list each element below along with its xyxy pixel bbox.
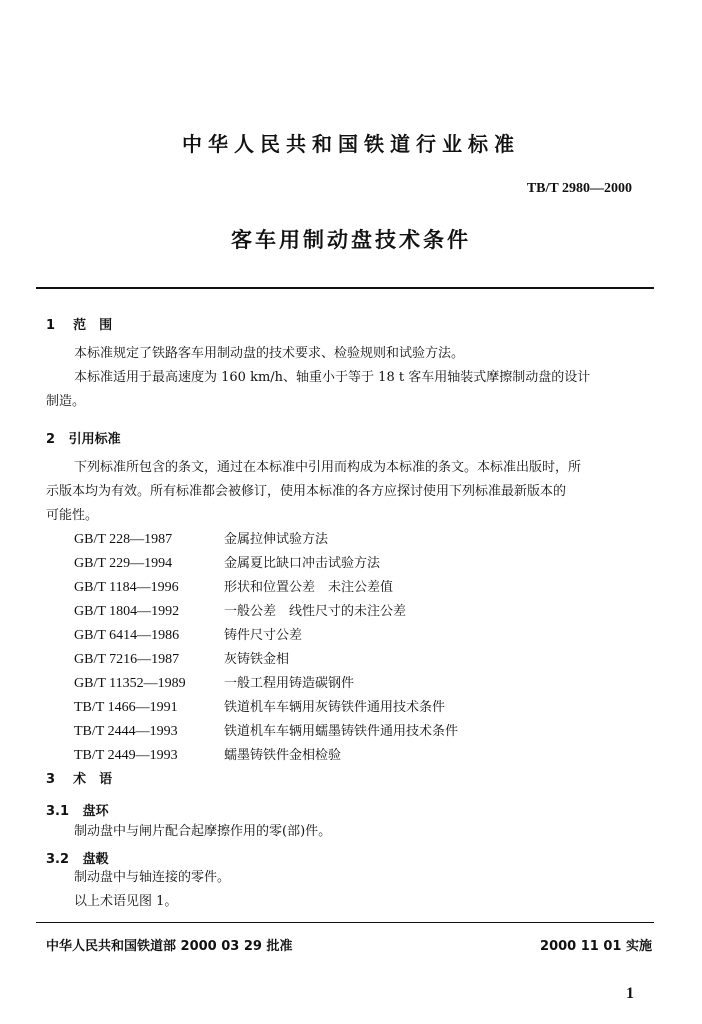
section-2-heading [46,428,121,447]
effective-date: 2000 11 01 实施 [540,939,652,954]
reference-code: GB/T 1804—1992 [74,604,180,619]
subsection-number: 3.2 [46,852,70,867]
section-number: 2 [46,432,56,447]
org-title: 中华人民共和国铁道行业标准 [182,132,520,156]
reference-title: 形状和位置公差 未注公差值 [224,580,394,595]
reference-title: 金属夏比缺口冲击试验方法 [224,556,381,571]
reference-item [74,696,458,720]
reference-code: TB/T 1466—1991 [74,700,178,715]
reference-code: GB/T 6414—1986 [74,628,180,643]
figure-note: 以上术语见图 1。 [74,894,178,909]
reference-title: 铁道机车车辆用灰铸铁件通用技术条件 [224,700,446,715]
reference-item [74,576,458,600]
subsection-3-2-heading [46,848,109,867]
document-title: 客车用制动盘技术条件 [231,228,471,252]
standard-code: TB/T 2980—2000 [526,181,632,196]
section-title: 范 围 [73,318,113,333]
paragraph: 示版本均为有效。所有标准都会被修订，使用本标准的各方应探讨使用下列标准最新版本的 [46,484,567,499]
footer-rule [36,922,654,923]
reference-title: 一般公差 线性尺寸的未注公差 [224,604,407,619]
subsection-3-1-heading [46,800,109,819]
page-number: 1 [626,985,634,1002]
reference-item [74,552,458,576]
reference-title: 金属拉伸试验方法 [224,532,329,547]
definition-text: 制动盘中与闸片配合起摩擦作用的零(部)件。 [74,824,332,839]
section-number: 1 [46,318,56,333]
paragraph: 可能性。 [46,508,99,523]
reference-code: TB/T 2444—1993 [74,724,178,739]
paragraph: 制造。 [46,394,86,409]
reference-item [74,648,458,672]
approval-line: 中华人民共和国铁道部 2000 03 29 批准 [46,939,293,954]
reference-title: 铁道机车车辆用蠕墨铸铁件通用技术条件 [224,724,459,739]
reference-code: GB/T 229—1994 [74,556,173,571]
section-title: 引用标准 [68,432,121,447]
paragraph: 本标准适用于最高速度为 160 km/h、轴重小于等于 18 t 客车用轴装式摩擦制动盘的设计 [74,370,591,385]
reference-title: 铸件尺寸公差 [224,628,303,643]
reference-code: GB/T 11352—1989 [74,676,186,691]
reference-code: GB/T 1184—1996 [74,580,179,595]
reference-code: GB/T 7216—1987 [74,652,180,667]
reference-title: 蠕墨铸铁件金相检验 [224,748,342,763]
reference-code: TB/T 2449—1993 [74,748,178,763]
paragraph: 本标准规定了铁路客车用制动盘的技术要求、检验规则和试验方法。 [74,346,465,361]
reference-item [74,744,458,768]
section-1-heading [46,314,112,333]
subsection-title: 盘环 [82,804,109,819]
reference-item [74,528,458,552]
reference-item [74,720,458,744]
header-rule [36,287,654,289]
section-3-heading [46,768,112,787]
reference-title: 灰铸铁金相 [224,652,290,667]
reference-list [74,528,458,768]
reference-item [74,672,458,696]
paragraph: 下列标准所包含的条文，通过在本标准中引用而构成为本标准的条文。本标准出版时，所 [74,460,582,475]
section-title: 术 语 [73,772,113,787]
reference-item [74,624,458,648]
reference-code: GB/T 228—1987 [74,532,173,547]
definition-text: 制动盘中与轴连接的零件。 [74,870,231,885]
section-number: 3 [46,772,56,787]
reference-title: 一般工程用铸造碳钢件 [224,676,355,691]
reference-item [74,600,458,624]
subsection-title: 盘毂 [82,852,109,867]
subsection-number: 3.1 [46,804,70,819]
